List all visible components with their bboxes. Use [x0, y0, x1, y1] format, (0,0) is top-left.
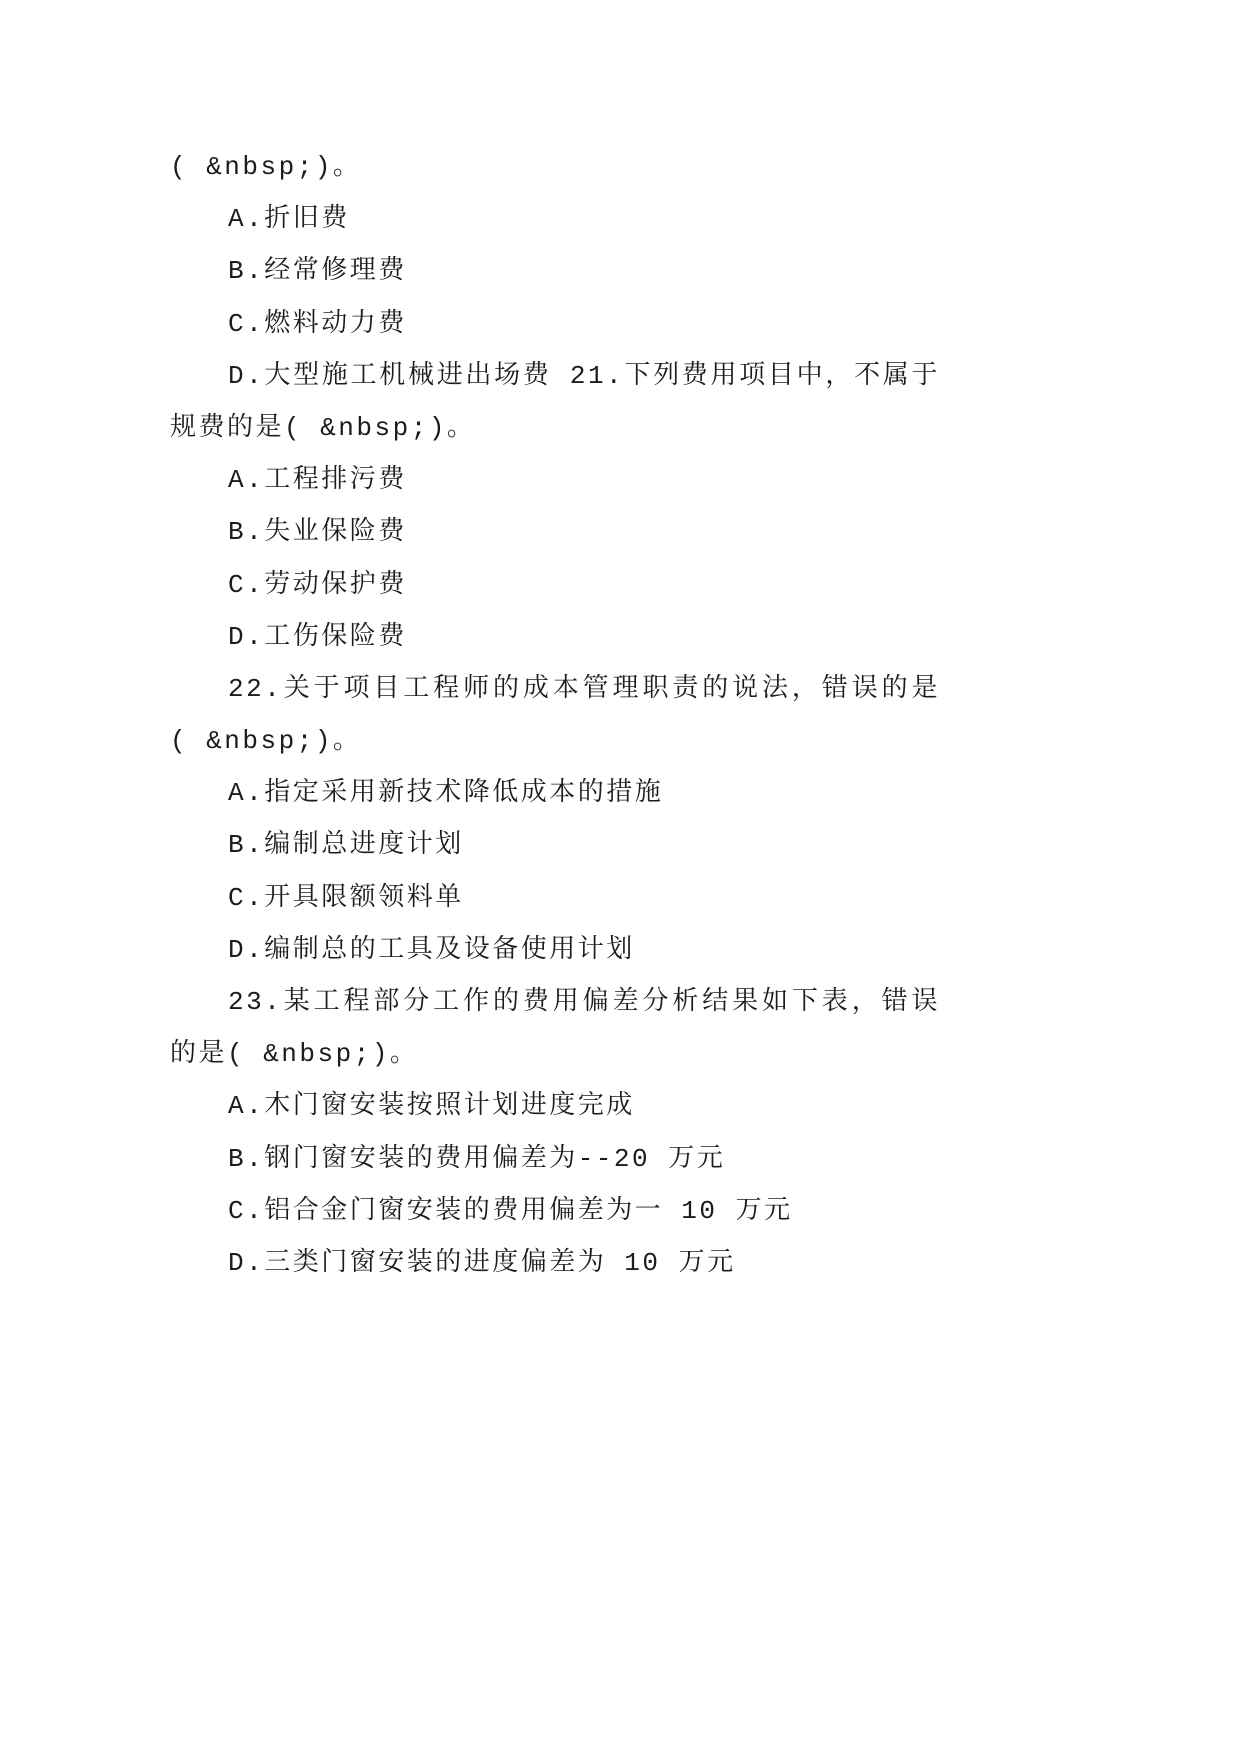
question-23-option-a — [170, 1080, 940, 1132]
question-20-option-d-and-question-21-stem — [170, 350, 940, 454]
question-22-option-b — [170, 819, 940, 871]
question-22-option-d — [170, 924, 940, 976]
question-20-option-c — [170, 298, 940, 350]
question-21-option-c — [170, 559, 940, 611]
question-20-stem-continuation — [170, 141, 940, 193]
text-line: A.工程排污费 — [228, 465, 407, 496]
text-line: ( &nbsp;)。 — [170, 152, 362, 182]
text-line: A.指定采用新技术降低成本的措施 — [228, 778, 664, 809]
text-line: D.三类门窗安装的进度偏差为 10 万元 — [228, 1247, 736, 1278]
question-20-option-b — [170, 245, 940, 297]
text-line: A.木门窗安装按照计划进度完成 — [228, 1091, 635, 1122]
text-line: ( &nbsp;)。 — [170, 726, 362, 757]
text-line: D.工伤保险费 — [228, 621, 407, 652]
question-23-stem — [170, 976, 940, 1080]
text-line: 23.某工程部分工作的费用偏差分析结果如下表，错误 — [228, 987, 940, 1017]
text-line: B.经常修理费 — [228, 256, 407, 287]
question-23-option-c — [170, 1185, 940, 1237]
question-22-option-a — [170, 767, 940, 819]
question-21-option-d — [170, 611, 940, 663]
question-21-option-a — [170, 454, 940, 506]
text-line: C.铝合金门窗安装的费用偏差为一 10 万元 — [228, 1195, 793, 1226]
text-line: 22.关于项目工程师的成本管理职责的说法，错误的是 — [228, 673, 940, 704]
question-20-option-a — [170, 193, 940, 245]
text-line: 规费的是( &nbsp;)。 — [170, 412, 476, 443]
question-22-stem — [170, 663, 940, 767]
text-line: D.编制总的工具及设备使用计划 — [228, 934, 635, 965]
text-line: C.开具限额领料单 — [228, 882, 464, 913]
question-23-option-d — [170, 1237, 940, 1289]
text-line: A.折旧费 — [228, 204, 350, 235]
text-line: B.失业保险费 — [228, 517, 407, 548]
text-line: B.编制总进度计划 — [228, 830, 464, 861]
question-21-option-b — [170, 506, 940, 558]
text-line: 的是( &nbsp;)。 — [170, 1039, 419, 1070]
text-line: C.劳动保护费 — [228, 569, 407, 600]
text-line: D.大型施工机械进出场费 21.下列费用项目中，不属于 — [228, 360, 940, 391]
text-line: B.钢门窗安装的费用偏差为--20 万元 — [228, 1143, 726, 1174]
text-line: C.燃料动力费 — [228, 308, 407, 339]
question-22-option-c — [170, 872, 940, 924]
document-body — [170, 141, 940, 1289]
question-23-option-b — [170, 1133, 940, 1185]
